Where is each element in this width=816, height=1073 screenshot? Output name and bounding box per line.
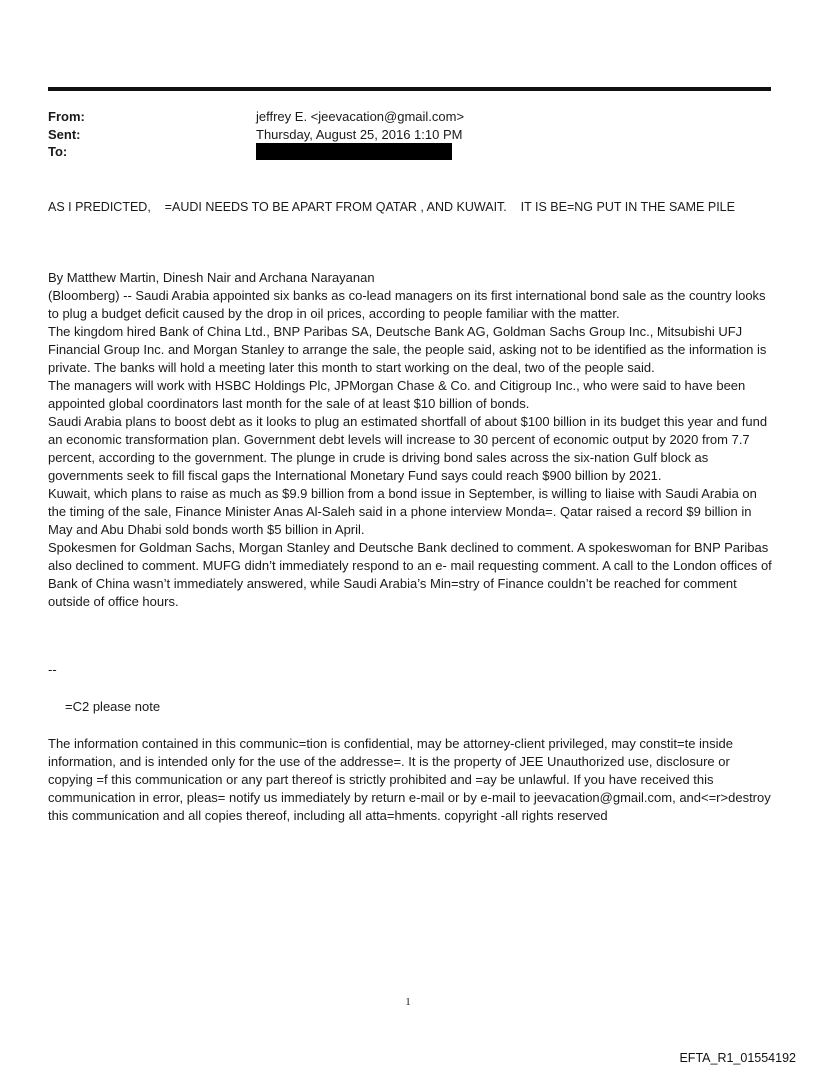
to-value bbox=[256, 143, 771, 161]
to-label: To: bbox=[48, 144, 68, 159]
article-paragraph: Saudi Arabia plans to boost debt as it looks to plug an estimated shortfall of about $100 billion in its budget this year and fund an economic transformation plan. Government debt levels will increase to 30 percent of economic output by 2020 from 7.7 percent, according to the government. The plunge in crude is driving bond sales across the six-nation Gulf block as governments seek to fill fiscal gaps the International Monetary Fund says could reach $900 billion by 2021. bbox=[48, 414, 768, 483]
page-number: 1 bbox=[405, 996, 411, 1008]
article-paragraph: (Bloomberg) -- Saudi Arabia appointed six banks as co-lead managers on its first international bond sale as the country looks to plug a budget deficit caused by the drop in oil prices, according to people familiar with the matter. bbox=[48, 288, 766, 321]
email-header bbox=[48, 108, 771, 161]
confidentiality-disclaimer: The information contained in this communic=tion is confidential, may be attorney-client privileged, may constit=te inside information, and is intended only for the use of the addresse=. It is the property of JEE Unauthorized use, disclosure or copying =f this communication or any part thereof is strictly prohibited and =ay be unlawful. If you have received this communication in error, pleas= notify us immediately by return e-mail or by e-mail to jeevacation@gmail.com, and<=r>destroy this communication and all copies thereof, including all atta=hments. copyright -all rights reserved bbox=[48, 736, 771, 823]
header-rule bbox=[48, 87, 771, 91]
redaction-block bbox=[256, 143, 452, 160]
article-body bbox=[48, 269, 774, 611]
article-paragraph: Spokesmen for Goldman Sachs, Morgan Stanley and Deutsche Bank declined to comment. A spokeswoman for BNP Paribas also declined to comment. MUFG didn’t immediately respond to an e- mail requesting comment. A call to the London offices of Bank of China wasn’t immediately answered, while Saudi Arabia’s Min=stry of Finance couldn’t be reached for comment outside of office hours. bbox=[48, 540, 772, 609]
sent-value: Thursday, August 25, 2016 1:10 PM bbox=[256, 126, 463, 142]
signature-separator: -- bbox=[48, 662, 57, 677]
sent-row bbox=[48, 126, 771, 144]
subject-line: AS I PREDICTED, =AUDI NEEDS TO BE APART FROM QATAR , AND KUWAIT. IT IS BE=NG PUT IN THE SAME PILE bbox=[48, 200, 735, 214]
from-row bbox=[48, 108, 771, 126]
document-id: EFTA_R1_01554192 bbox=[679, 1051, 796, 1065]
article-paragraph: The managers will work with HSBC Holdings Plc, JPMorgan Chase & Co. and Citigroup Inc., who were said to have been appointed global coordinators last month for the sale of at least $10 billion of bonds. bbox=[48, 378, 746, 411]
sent-label: Sent: bbox=[48, 126, 81, 142]
article-paragraph: The kingdom hired Bank of China Ltd., BNP Paribas SA, Deutsche Bank AG, Goldman Sachs Group Inc., Mitsubishi UFJ Financial Group Inc. and Morgan Stanley to arrange the sale, the people said, asking not to be identified as the information is private. The banks will hold a meeting later this month to start working on the deal, two of the people said. bbox=[48, 324, 767, 375]
from-value: jeffrey E. <jeevacation@gmail.com> bbox=[256, 109, 465, 124]
from-label: From: bbox=[48, 109, 85, 124]
article-paragraph: Kuwait, which plans to raise as much as $9.9 billion from a bond issue in September, is willing to liaise with Saudi Arabia on the timing of the sale, Finance Minister Anas Al-Saleh said in a phone interview Monda=. Qatar raised a record $9 billion in May and Abu Dhabi sold bonds worth $5 billion in April. bbox=[48, 486, 757, 537]
signature-note: =C2 please note bbox=[65, 699, 161, 714]
to-row bbox=[48, 143, 771, 161]
article-byline: By Matthew Martin, Dinesh Nair and Archana Narayanan bbox=[48, 270, 375, 285]
